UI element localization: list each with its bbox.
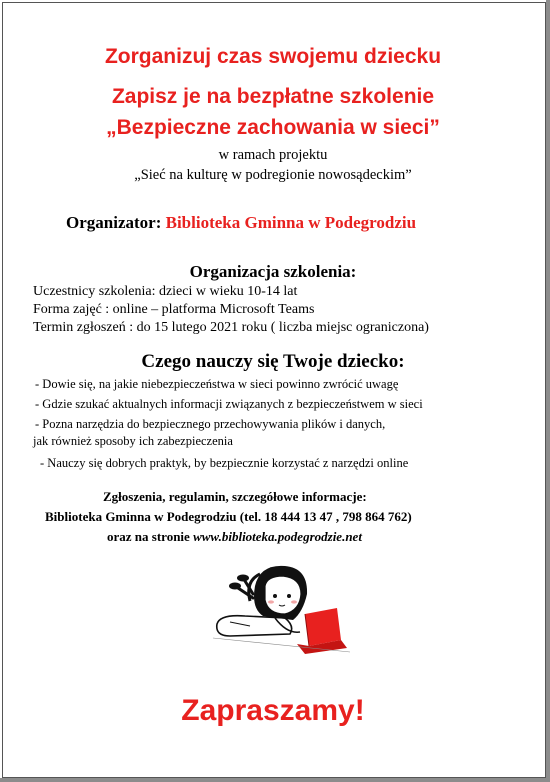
organization-participants: Uczestnicy szkolenia: dzieci w wieku 10-14 lat [33, 284, 298, 299]
learning-item-4: - Nauczy się dobrych praktyk, by bezpiecznie korzystać z narzędzi online [40, 456, 409, 470]
contact-website-prefix: oraz na stronie [107, 529, 194, 544]
organization-form: Forma zajęć : online – platforma Microsoft Teams [33, 302, 315, 317]
invitation-cta: Zapraszamy! [181, 694, 365, 727]
learning-item-2: - Gdzie szukać aktualnych informacji związanych z bezpieczeństwem w sieci [35, 397, 423, 411]
contact-website-line [107, 529, 362, 545]
organizer-name: Biblioteka Gminna w Podegrodziu [165, 213, 417, 232]
learning-item-3-cont: jak również sposoby ich zabezpieczenia [33, 434, 233, 448]
girl-with-laptop-icon [205, 556, 355, 666]
learning-item-3: - Pozna narzędzia do bezpiecznego przechowywania plików i danych, [35, 417, 386, 431]
organizer-label: Organizator: [66, 213, 162, 232]
project-intro: w ramach projektu [218, 147, 328, 163]
contact-heading: Zgłoszenia, regulamin, szczegółowe informacje: [103, 489, 367, 504]
organization-deadline: Termin zgłoszeń : do 15 lutego 2021 roku ( liczba miejsc ograniczona) [33, 320, 429, 335]
organizer-line [66, 213, 416, 233]
organization-title: Organizacja szkolenia: [189, 262, 357, 281]
learning-title: Czego nauczy się Twoje dziecko: [141, 351, 405, 372]
website-link[interactable]: www.biblioteka.podegrodzie.net [193, 529, 362, 544]
learning-item-1: - Dowie się, na jakie niebezpieczeństwa w sieci powinno zwrócić uwagę [35, 377, 399, 391]
headline-3-course-title: „Bezpieczne zachowania w sieci” [106, 116, 440, 139]
headline-2: Zapisz je na bezpłatne szkolenie [111, 85, 435, 108]
headline-1: Zorganizuj czas swojemu dziecku [104, 45, 442, 68]
project-name: „Sieć na kulturę w podregionie nowosądeckim” [134, 167, 412, 183]
contact-phone: Biblioteka Gminna w Podegrodziu (tel. 18 444 13 47 , 798 864 762) [45, 509, 412, 524]
